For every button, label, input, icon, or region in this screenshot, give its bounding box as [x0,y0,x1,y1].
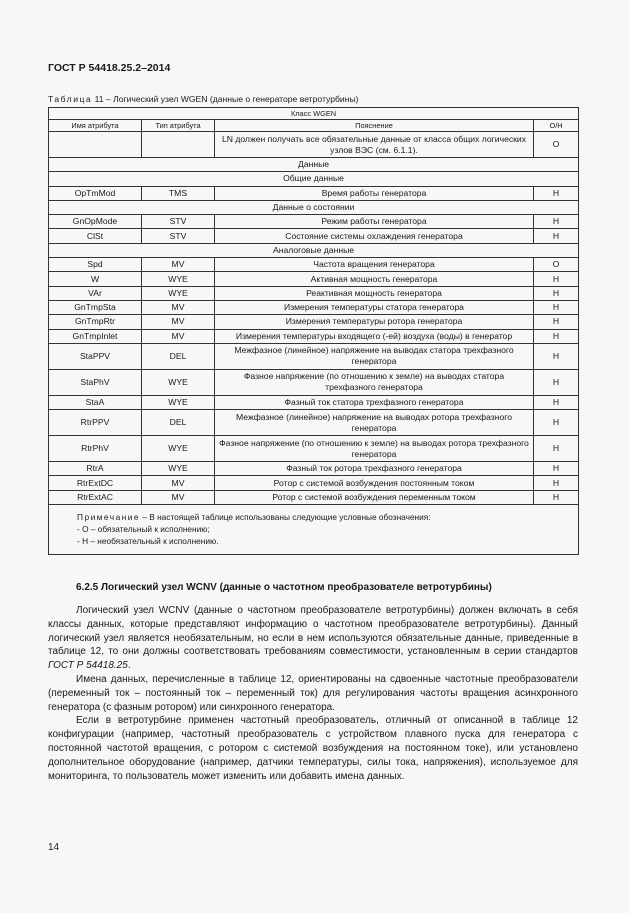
description-cell: LN должен получать все обязательные данные от класса общих логических узлов ВЭС (см. 6.1.1). [215,132,534,158]
attribute-name-cell: RtrExtAC [49,490,142,504]
attribute-type-cell: STV [142,215,215,229]
mandatory-optional-cell: О [534,258,579,272]
table-row [49,476,579,490]
attribute-name-cell: GnTmpInlet [49,329,142,343]
mandatory-optional-cell: Н [534,300,579,314]
mandatory-optional-cell: Н [534,395,579,409]
paragraph-1-end: . [127,660,131,672]
description-cell: Фазное напряжение (по отношению к земле) на выводах статора трехфазного генератора [215,369,534,395]
attribute-name-cell: VAr [49,286,142,300]
attribute-name-cell: ClSt [49,229,142,243]
attribute-type-cell: TMS [142,186,215,200]
description-cell: Межфазное (линейное) напряжение на выводах статора трехфазного генератора [215,343,534,369]
table-note [49,505,579,555]
mandatory-optional-cell: Н [534,490,579,504]
paragraph-2: Имена данных, перечисленные в таблице 12, ориентированы на сдвоенные частотные преобразователи (переменный ток – постоянный ток – переменный ток) для регулирования частоты вращения асинхронного генератора (с фазным ротором) или синхронного генератора. [48,673,578,713]
col-header-description: Пояснение [215,120,534,132]
group-heading: Общие данные [49,172,579,186]
description-cell: Фазный ток ротора трехфазного генератора [215,462,534,476]
attribute-type-cell: MV [142,258,215,272]
wgen-attributes-table [48,107,579,555]
table-caption-word: Таблица [48,94,93,104]
description-cell: Состояние системы охлаждения генератора [215,229,534,243]
document-code: ГОСТ Р 54418.25.2–2014 [48,62,171,74]
description-cell: Время работы генератора [215,186,534,200]
attribute-name-cell: RtrPPV [49,410,142,436]
table-row [49,315,579,329]
attribute-name-cell [49,132,142,158]
table-row [49,300,579,314]
note-item-mandatory: - О – обязательный к исполнению; [77,524,210,535]
attribute-type-cell: MV [142,329,215,343]
attribute-name-cell: GnTmpSta [49,300,142,314]
section-body [48,604,578,783]
attribute-type-cell: WYE [142,462,215,476]
attribute-name-cell: Spd [49,258,142,272]
note-label: Примечание [77,512,141,523]
table-row [49,436,579,462]
table-group-row [49,243,579,257]
description-cell: Ротор с системой возбуждения постоянным током [215,476,534,490]
table-group-row [49,200,579,214]
table-row [49,132,579,158]
col-header-mo: О/Н [534,120,579,132]
attribute-name-cell: OpTmMod [49,186,142,200]
mandatory-optional-cell: Н [534,186,579,200]
mandatory-optional-cell: О [534,132,579,158]
table-body [49,132,579,505]
group-heading: Аналоговые данные [49,243,579,257]
attribute-type-cell: WYE [142,436,215,462]
attribute-name-cell: StaPPV [49,343,142,369]
table-row [49,329,579,343]
description-cell: Реактивная мощность генератора [215,286,534,300]
mandatory-optional-cell: Н [534,215,579,229]
note-heading [77,511,572,523]
attribute-name-cell: RtrExtDC [49,476,142,490]
table-row [49,490,579,504]
attribute-type-cell: MV [142,476,215,490]
attribute-name-cell: StaPhV [49,369,142,395]
description-cell: Измерения температуры статора генератора [215,300,534,314]
mandatory-optional-cell: Н [534,229,579,243]
table-row [49,258,579,272]
table-row [49,410,579,436]
note-text: – В настоящей таблице использованы следующие условные обозначения: [140,512,431,523]
attribute-type-cell: DEL [142,410,215,436]
group-heading: Данные [49,158,579,172]
paragraph-1-text: Логический узел WCNV (данные о частотном преобразователе ветротурбины) должен включать в себя классы данных, которые представляют информацию о частотном преобразователе ветротурбины). Данный логический узел является необязательным, но если в нем используются обязательные данные, приведенные в таблице 12, то они должны соответствовать требованиям совместимости, установленным в серии стандартов [48,605,578,658]
table-row [49,286,579,300]
attribute-type-cell: MV [142,300,215,314]
table-caption [48,94,359,104]
mandatory-optional-cell: Н [534,343,579,369]
description-cell: Ротор с системой возбуждения переменным током [215,490,534,504]
mandatory-optional-cell: Н [534,462,579,476]
mandatory-optional-cell: Н [534,410,579,436]
attribute-name-cell: GnTmpRtr [49,315,142,329]
table-row [49,395,579,409]
standard-reference: ГОСТ Р 54418.25 [48,660,128,672]
attribute-type-cell: WYE [142,272,215,286]
description-cell: Частота вращения генератора [215,258,534,272]
attribute-type-cell [142,132,215,158]
description-cell: Измерения температуры ротора генератора [215,315,534,329]
mandatory-optional-cell: Н [534,272,579,286]
description-cell: Фазное напряжение (по отношению к земле) на выводах ротора трехфазного генератора [215,436,534,462]
description-cell: Фазный ток статора трехфазного генератора [215,395,534,409]
table-row [49,462,579,476]
table-group-row [49,172,579,186]
note-item-optional: - Н – необязательный к исполнению. [77,536,219,547]
attribute-name-cell: RtrPhV [49,436,142,462]
mandatory-optional-cell: Н [534,329,579,343]
section-title: 6.2.5 Логический узел WCNV (данные о частотном преобразователе ветротурбины) [76,582,492,593]
attribute-type-cell: WYE [142,369,215,395]
col-header-name: Имя атрибута [49,120,142,132]
paragraph-1 [48,604,578,673]
paragraph-3: Если в ветротурбине применен частотный преобразователь, отличный от описанной в таблице 12 конфигурации (например, частотный преобразователь с устройством плавного пуска для генератора с постоянной частотой вращения, с ротором с системой возбуждения на постоянном токе), или установлено дополнительное оборудование (например, датчики температуры, силы тока, напряжения), используемое для мониторинга, то пользователь может изменить или добавить имена данных. [48,715,578,782]
attribute-type-cell: MV [142,315,215,329]
table-caption-text: 11 – Логический узел WGEN (данные о генераторе ветротурбины) [92,94,359,104]
mandatory-optional-cell: Н [534,286,579,300]
page-number: 14 [48,842,60,853]
group-heading: Данные о состоянии [49,200,579,214]
description-cell: Измерения температуры входящего (-ей) воздуха (воды) в генератор [215,329,534,343]
attribute-type-cell: WYE [142,395,215,409]
attribute-type-cell: STV [142,229,215,243]
mandatory-optional-cell: Н [534,476,579,490]
attribute-name-cell: GnOpMode [49,215,142,229]
attribute-type-cell: DEL [142,343,215,369]
mandatory-optional-cell: Н [534,436,579,462]
table-class-header: Класс WGEN [49,108,579,120]
description-cell: Режим работы генератора [215,215,534,229]
table-row [49,229,579,243]
description-cell: Межфазное (линейное) напряжение на выводах ротора трехфазного генератора [215,410,534,436]
attribute-type-cell: WYE [142,286,215,300]
attribute-name-cell: StaA [49,395,142,409]
table-row [49,343,579,369]
col-header-type: Тип атрибута [142,120,215,132]
attribute-type-cell: MV [142,490,215,504]
description-cell: Активная мощность генератора [215,272,534,286]
mandatory-optional-cell: Н [534,315,579,329]
table-row [49,186,579,200]
mandatory-optional-cell: Н [534,369,579,395]
attribute-name-cell: RtrA [49,462,142,476]
table-row [49,215,579,229]
table-row [49,272,579,286]
table-row [49,369,579,395]
attribute-name-cell: W [49,272,142,286]
table-group-row [49,158,579,172]
